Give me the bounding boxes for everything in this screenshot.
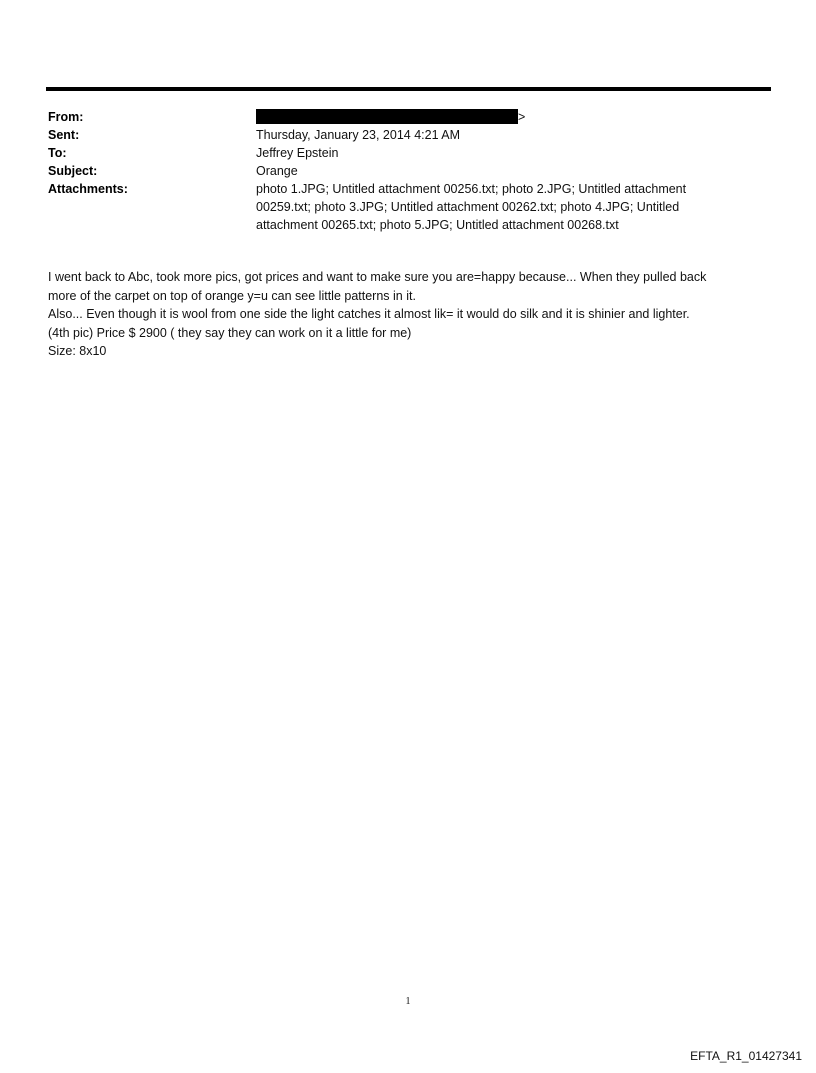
attachments-line: photo 1.JPG; Untitled attachment 00256.txt; photo 2.JPG; Untitled attachment: [256, 182, 687, 196]
email-header: [48, 108, 768, 234]
sent-label: Sent:: [48, 128, 80, 142]
from-suffix: >: [518, 110, 526, 124]
body-line: more of the carpet on top of orange y=u can see little patterns in it.: [48, 288, 416, 303]
to-value: Jeffrey Epstein: [256, 146, 339, 160]
bates-number: EFTA_R1_01427341: [690, 1049, 802, 1063]
from-label: From:: [48, 110, 84, 124]
attachments-line: attachment 00265.txt; photo 5.JPG; Untitled attachment 00268.txt: [256, 218, 619, 232]
email-body: [48, 268, 778, 361]
from-value: [256, 108, 768, 126]
header-divider: [46, 87, 771, 91]
body-line: Size: 8x10: [48, 344, 107, 358]
sent-value: Thursday, January 23, 2014 4:21 AM: [256, 128, 461, 142]
subject-value: Orange: [256, 164, 298, 178]
subject-label: Subject:: [48, 164, 98, 178]
attachments-row: [48, 180, 768, 234]
from-row: [48, 108, 768, 126]
redaction-bar: [256, 109, 518, 124]
attachments-line: 00259.txt; photo 3.JPG; Untitled attachment 00262.txt; photo 4.JPG; Untitled: [256, 200, 680, 214]
page-number: 1: [405, 996, 411, 1007]
body-line: I went back to Abc, took more pics, got prices and want to make sure you are=happy because... When they pulled back: [48, 270, 707, 284]
attachments-label: Attachments:: [48, 182, 128, 196]
body-line: Also... Even though it is wool from one side the light catches it almost lik= it would do silk and it is shinier and lighter.: [48, 307, 690, 321]
to-row: [48, 144, 768, 162]
subject-row: [48, 162, 768, 180]
body-line: (4th pic) Price $ 2900 ( they say they can work on it a little for me): [48, 325, 412, 340]
attachments-value: [256, 180, 768, 234]
to-label: To:: [48, 146, 67, 160]
sent-row: [48, 126, 768, 144]
